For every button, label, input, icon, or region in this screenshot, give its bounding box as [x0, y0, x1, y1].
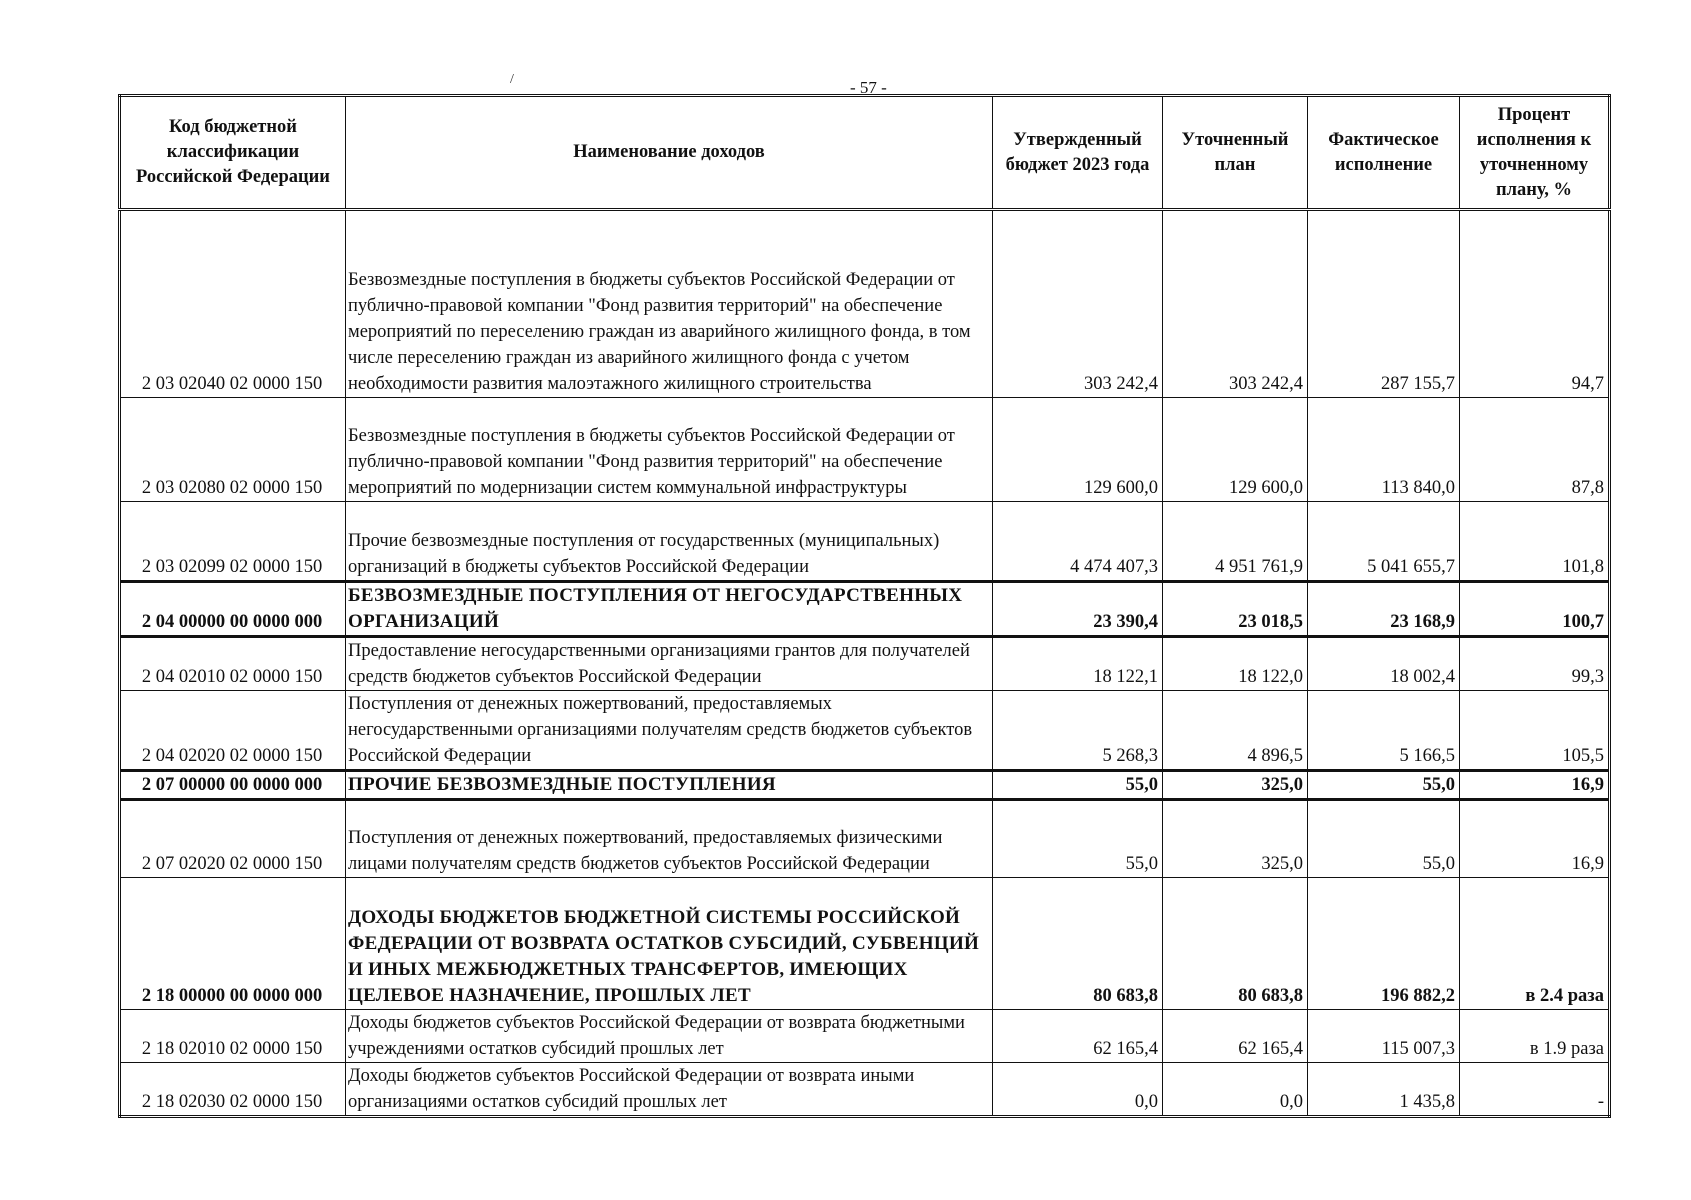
row-actual: 5 041 655,7 [1308, 502, 1460, 582]
table-row [120, 210, 1610, 398]
row-percent: 101,8 [1460, 502, 1610, 582]
row-percent: в 1.9 раза [1460, 1010, 1610, 1063]
row-name: Предоставление негосударственными организациями грантов для получателей средств бюджетов субъектов Российской Федерации [346, 637, 993, 691]
row-code: 2 18 02010 02 0000 150 [120, 1010, 346, 1063]
row-name: Поступления от денежных пожертвований, предоставляемых негосударственными организациями получателям средств бюджетов субъектов Российской Федерации [346, 691, 993, 771]
row-name: Поступления от денежных пожертвований, предоставляемых физическими лицами получателям средств бюджетов субъектов Российской Федерации [346, 800, 993, 878]
row-actual: 113 840,0 [1308, 398, 1460, 502]
header-approved: Утвержденный бюджет 2023 года [993, 96, 1163, 210]
table-header-row [120, 96, 1610, 210]
row-actual: 196 882,2 [1308, 878, 1460, 1010]
header-percent: Процент исполнения к уточненному плану, % [1460, 96, 1610, 210]
row-code: 2 04 02020 02 0000 150 [120, 691, 346, 771]
row-refined: 325,0 [1163, 771, 1308, 800]
row-approved: 129 600,0 [993, 398, 1163, 502]
table-row [120, 800, 1610, 878]
header-refined: Уточненный план [1163, 96, 1308, 210]
page-number: - 57 - [850, 78, 887, 97]
row-approved: 303 242,4 [993, 210, 1163, 398]
table-row [120, 1010, 1610, 1063]
table-row [120, 398, 1610, 502]
row-percent: 99,3 [1460, 637, 1610, 691]
row-name: Прочие безвозмездные поступления от государственных (муниципальных) организаций в бюджеты субъектов Российской Федерации [346, 502, 993, 582]
row-actual: 18 002,4 [1308, 637, 1460, 691]
row-percent: 94,7 [1460, 210, 1610, 398]
row-name: Безвозмездные поступления в бюджеты субъектов Российской Федерации от публично-правовой компании "Фонд развития территорий" на обеспечение мероприятий по модернизации систем коммунальной инфраструктуры [346, 398, 993, 502]
row-refined: 303 242,4 [1163, 210, 1308, 398]
budget-revenue-table [118, 94, 1611, 1118]
row-name: ПРОЧИЕ БЕЗВОЗМЕЗДНЫЕ ПОСТУПЛЕНИЯ [346, 771, 993, 800]
row-name: БЕЗВОЗМЕЗДНЫЕ ПОСТУПЛЕНИЯ ОТ НЕГОСУДАРСТВЕННЫХ ОРГАНИЗАЦИЙ [346, 582, 993, 637]
row-actual: 1 435,8 [1308, 1063, 1460, 1117]
row-code: 2 03 02040 02 0000 150 [120, 210, 346, 398]
row-approved: 0,0 [993, 1063, 1163, 1117]
row-refined: 18 122,0 [1163, 637, 1308, 691]
row-percent: 16,9 [1460, 771, 1610, 800]
row-code: 2 04 02010 02 0000 150 [120, 637, 346, 691]
header-actual: Фактическое исполнение [1308, 96, 1460, 210]
row-approved: 4 474 407,3 [993, 502, 1163, 582]
row-refined: 80 683,8 [1163, 878, 1308, 1010]
row-actual: 5 166,5 [1308, 691, 1460, 771]
table-row [120, 637, 1610, 691]
row-refined: 4 896,5 [1163, 691, 1308, 771]
row-approved: 5 268,3 [993, 691, 1163, 771]
row-refined: 23 018,5 [1163, 582, 1308, 637]
row-name: Доходы бюджетов субъектов Российской Федерации от возврата бюджетными учреждениями остатков субсидий прошлых лет [346, 1010, 993, 1063]
table-row [120, 1063, 1610, 1117]
stray-mark: / [510, 72, 514, 87]
row-percent: - [1460, 1063, 1610, 1117]
row-approved: 80 683,8 [993, 878, 1163, 1010]
row-actual: 55,0 [1308, 800, 1460, 878]
row-actual: 287 155,7 [1308, 210, 1460, 398]
row-actual: 55,0 [1308, 771, 1460, 800]
row-refined: 0,0 [1163, 1063, 1308, 1117]
row-percent: 105,5 [1460, 691, 1610, 771]
row-refined: 62 165,4 [1163, 1010, 1308, 1063]
row-percent: 16,9 [1460, 800, 1610, 878]
row-approved: 23 390,4 [993, 582, 1163, 637]
row-approved: 55,0 [993, 771, 1163, 800]
table-row [120, 502, 1610, 582]
row-actual: 115 007,3 [1308, 1010, 1460, 1063]
row-code: 2 07 02020 02 0000 150 [120, 800, 346, 878]
row-name: Доходы бюджетов субъектов Российской Федерации от возврата иными организациями остатков субсидий прошлых лет [346, 1063, 993, 1117]
table-row-section [120, 878, 1610, 1010]
table-row [120, 691, 1610, 771]
row-name: Безвозмездные поступления в бюджеты субъектов Российской Федерации от публично-правовой компании "Фонд развития территорий" на обеспечение мероприятий по переселению граждан из аварийного жилищного фонда, в том числе переселению граждан из аварийного жилищного фонда с учетом необходимости развития малоэтажного жилищного строительства [346, 210, 993, 398]
header-name: Наименование доходов [346, 96, 993, 210]
row-name: ДОХОДЫ БЮДЖЕТОВ БЮДЖЕТНОЙ СИСТЕМЫ РОССИЙСКОЙ ФЕДЕРАЦИИ ОТ ВОЗВРАТА ОСТАТКОВ СУБСИДИЙ, СУБВЕНЦИЙ И ИНЫХ МЕЖБЮДЖЕТНЫХ ТРАНСФЕРТОВ, ИМЕЮЩИХ ЦЕЛЕВОЕ НАЗНАЧЕНИЕ, ПРОШЛЫХ ЛЕТ [346, 878, 993, 1010]
row-code: 2 03 02099 02 0000 150 [120, 502, 346, 582]
row-code: 2 18 02030 02 0000 150 [120, 1063, 346, 1117]
row-actual: 23 168,9 [1308, 582, 1460, 637]
row-approved: 55,0 [993, 800, 1163, 878]
table-row-section [120, 582, 1610, 637]
row-code: 2 03 02080 02 0000 150 [120, 398, 346, 502]
row-approved: 18 122,1 [993, 637, 1163, 691]
row-code: 2 04 00000 00 0000 000 [120, 582, 346, 637]
row-percent: в 2.4 раза [1460, 878, 1610, 1010]
row-code: 2 18 00000 00 0000 000 [120, 878, 346, 1010]
row-refined: 325,0 [1163, 800, 1308, 878]
header-code: Код бюджетной классификации Российской Федерации [120, 96, 346, 210]
row-refined: 4 951 761,9 [1163, 502, 1308, 582]
row-percent: 87,8 [1460, 398, 1610, 502]
row-code: 2 07 00000 00 0000 000 [120, 771, 346, 800]
table-row-section [120, 771, 1610, 800]
row-approved: 62 165,4 [993, 1010, 1163, 1063]
row-percent: 100,7 [1460, 582, 1610, 637]
row-refined: 129 600,0 [1163, 398, 1308, 502]
